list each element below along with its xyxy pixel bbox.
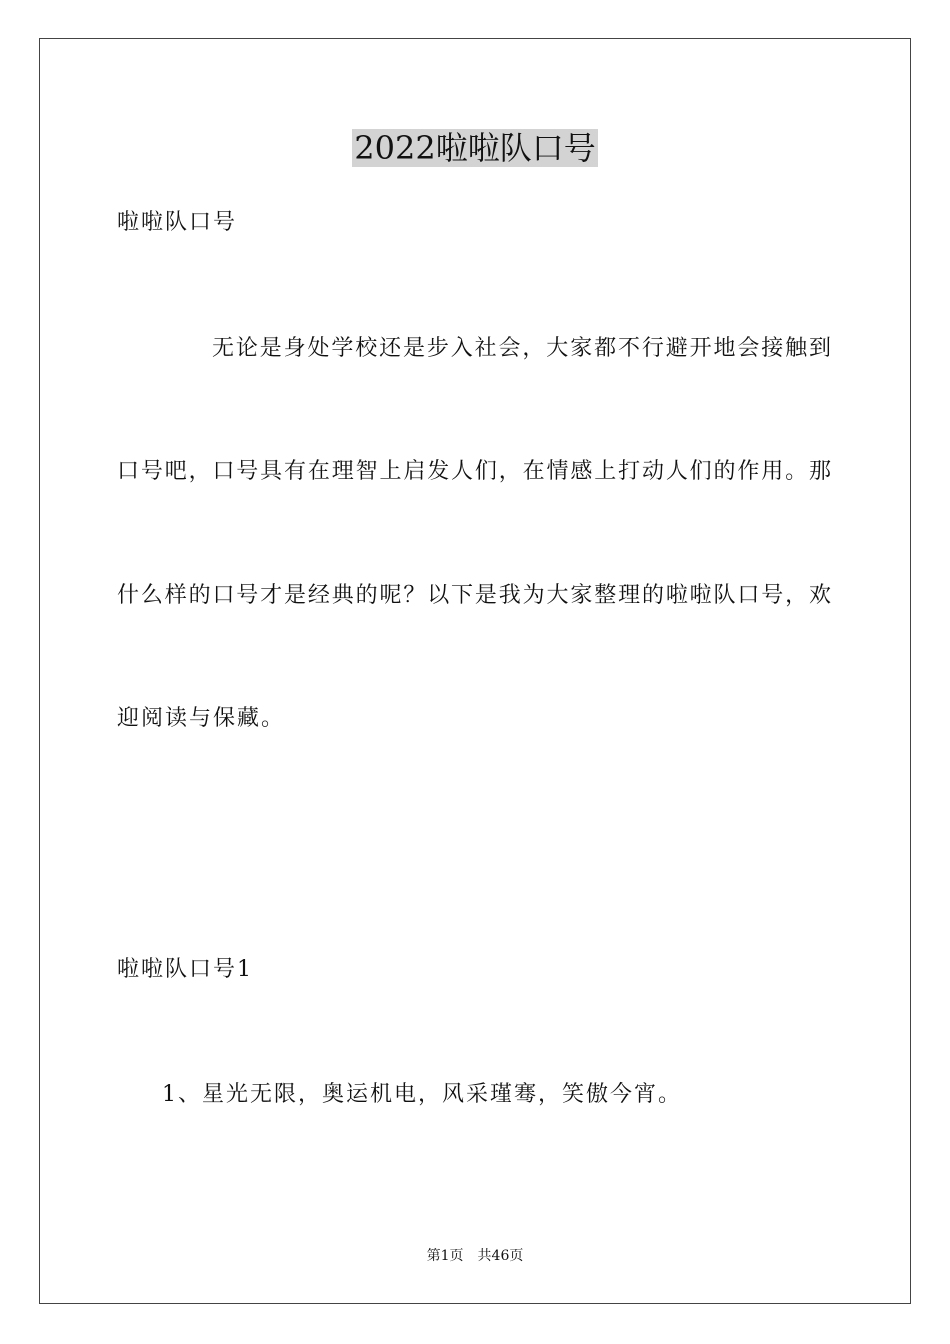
intro-line-2: 口号吧，口号具有在理智上启发人们，在情感上打动人们的作用。那 xyxy=(117,459,831,484)
list-item: 1、星光无限，奥运机电，风采瑾骞，笑傲今宵。 xyxy=(162,1082,682,1107)
document-title xyxy=(0,128,950,168)
document-title-text: 2022啦啦队口号 xyxy=(354,129,596,167)
intro-line-3: 什么样的口号才是经典的呢？以下是我为大家整理的啦啦队口号，欢 xyxy=(117,583,831,608)
document-subtitle: 啦啦队口号 xyxy=(117,210,238,235)
section-heading: 啦啦队口号1 xyxy=(117,957,253,982)
page-footer xyxy=(0,1246,950,1266)
page-total: 共46页 xyxy=(477,1248,524,1264)
intro-line-4: 迎阅读与保藏。 xyxy=(117,706,286,731)
intro-line-1: 无论是身处学校还是步入社会，大家都不行避开地会接触到 xyxy=(212,336,831,361)
page-number: 第1页 xyxy=(426,1248,464,1264)
